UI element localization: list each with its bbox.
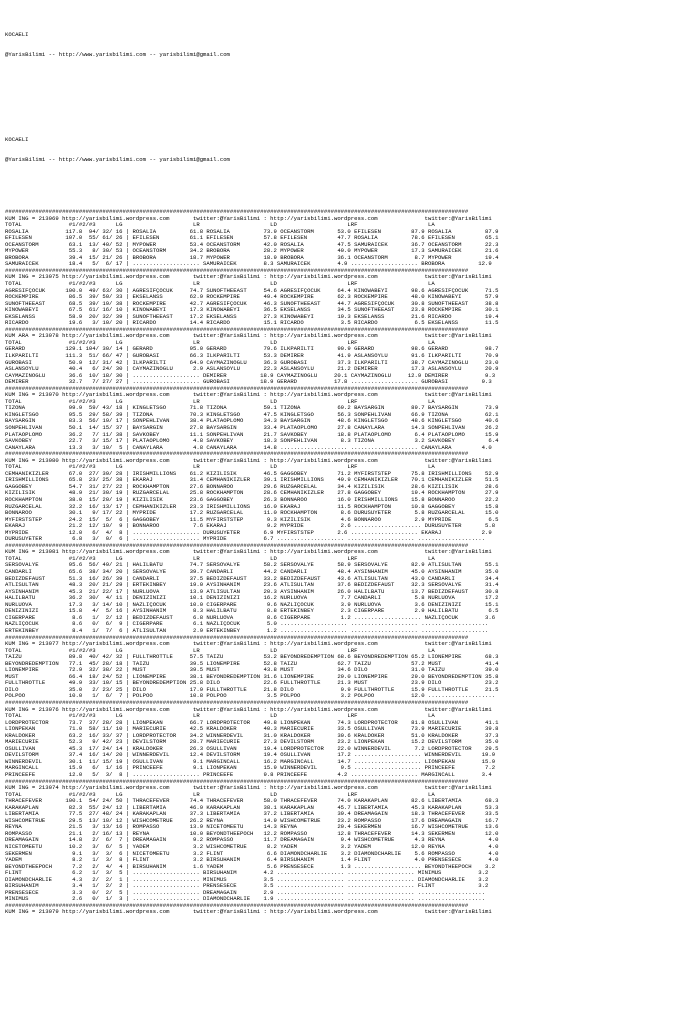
column-header: TOTAL #1/#2/#3 LG LR LD LRF LA bbox=[5, 222, 435, 229]
table-row: KINGLETSGO 95.5 29/ 58/ 39 | TIZONA 70.3 KINGLETSGO 47.5 KINGLETSGO 56.3 SONPEHLIVAN 66.9 TIZONA 62.1 bbox=[5, 411, 499, 418]
table-row: CAYMAZINOGLU 36.6 10/ 18/ 30 | .................... DEMIRER 18.9 CAYMAZINOGLU 20.1 CAYMAZINOGLU 12.9 DEMIRER 9.3 bbox=[5, 372, 496, 379]
table-row: MYPOWER 55.3 8/ 30/ 53 | OCEANSTORM 34.2 BROBORA 28.2 MYPOWER 40.0 MYPOWER 17.3 SAMURAICEK 21.6 bbox=[5, 248, 499, 255]
table-row: CANAYLARA 13.3 3/ 10/ 5 | CANAYLARA 4.8 CANAYLARA 14.8 .................... .................... CANAYLARA 4.0 bbox=[5, 444, 492, 451]
table-row: ROCKHAMPTON 38.0 15/ 20/ 19 | KIZILISIK 23.6 GAGGOBEY 26.3 BONNAROO 16.0 IRISHMILLIONS 15.8 BONNAROO 22.2 bbox=[5, 497, 499, 504]
table-row: CIGERPARE 8.6 1/ 2/ 12 | BEDIZDEFAUST 6.8 NURLUOVA 8.6 CIGERPARE 1.2 .................... NAZLIÇOCUK 3.6 bbox=[5, 614, 496, 621]
race-block bbox=[5, 635, 681, 700]
table-row: SEKERMEN 9.1 3/ 3/ 6 | NICETOMEETU 3.2 FLINT 6.6 DIAMONDCHARLIE 3.2 DIAMONDCHARLIE 5.6 ROMPASSO 4.0 bbox=[5, 850, 499, 857]
race-header: KUM ING = 213074 http://yarisbilimi.wordpress.com twitter:@YarisBilimi : http://yarisbilimi.wordpress.com twitter:@YarisBilimi bbox=[5, 785, 492, 792]
table-row: DENIZINIZI 15.8 4/ 5/ 16 | AYSINHANIM 8.3 HALILBATU 8.8 ERTEKINBEY 2.3 CIGERPARE 2.9 HALILBATU 6.5 bbox=[5, 608, 499, 615]
table-row: AGRESIFÇOCUK 100.0 49/ 63/ 30 | AGRESIFÇOCUK 74.7 SUNOFTHEEAST 54.6 AGRESIFÇOCUK 64.4 KINOWABEYI 98.6 AGRESIFÇOCUK 71.5 bbox=[5, 287, 499, 294]
race-report-document bbox=[5, 6, 681, 923]
table-row: PRENSESECE 3.3 0/ 2/ 5 | .................... DREAMAGAIN 2.9 .................... .................... .................... bbox=[5, 889, 486, 896]
table-row: OCEANSTORM 63.1 13/ 40/ 52 | MYPOWER 53.4 OCEANSTORM 42.0 ROSALIA 47.5 SAMURAICEK 36.7 OCEANSTORM 22.3 bbox=[5, 241, 499, 248]
race-header: KUM ING = 213077 http://yarisbilimi.wordpress.com twitter:@YarisBilimi : http://yarisbilimi.wordpress.com twitter:@YarisBilimi bbox=[5, 641, 492, 648]
column-header: TOTAL #1/#2/#3 LG LR LD LRF LA bbox=[5, 464, 435, 471]
race-header: KUM ING = 213080 http://yarisbilimi.wordpress.com twitter:@YarisBilimi : http://yarisbilimi.wordpress.com twitter:@YarisBilimi bbox=[5, 457, 492, 464]
table-row: GAGGOBEY 54.7 31/ 27/ 22 | ROCKHAMPTON 27.6 BONNAROO 29.6 RÜZGARCELAL 34.4 KIZILISIK 28.6 KIZILISIK 28.6 bbox=[5, 483, 499, 490]
race-header: KUM ING = 213075 http://yarisbilimi.wordpress.com twitter:@YarisBilimi : http://yarisbilimi.wordpress.com twitter:@YarisBilimi bbox=[5, 274, 492, 281]
table-row: MYPRIDE 12.0 6/ 4/ 8 | .................... DURUSUYETER 6.9 MYFIRSTSTEP 2.6 .................... EKARAJ 2.9 bbox=[5, 529, 492, 536]
table-row: ATLISULTAN 48.3 20/ 21/ 29 | ERTEKINBEY 19.0 AYSINHANIM 23.6 ATLISULTAN 37.6 BEDIZDEFAUST 32.3 SERSÖVALYE 31.4 bbox=[5, 582, 499, 589]
table-row: TIZONA 99.9 59/ 43/ 18 | KINGLETSGO 71.8 TIZONA 59.1 TIZONA 69.2 BAYSARGIN 89.7 BAYSARGIN 73.9 bbox=[5, 405, 499, 412]
separator-line: ########################################################################################################################################## bbox=[5, 699, 469, 706]
header-block-2 bbox=[5, 124, 681, 176]
table-row: NICETOMEETU 10.2 3/ 6/ 5 | YADEM 3.2 WISHCOMETRUE 8.2 YADEM 3.2 YADEM 12.0 REYNA 4.0 bbox=[5, 844, 499, 850]
race-header: KUM ING = 213069 http://yarisbilimi.wordpress.com twitter:@YarisBilimi : http://yarisbilimi.wordpress.com twitter:@YarisBilimi bbox=[5, 215, 492, 222]
race-header: KUM ING = 213079 http://yarisbilimi.wordpress.com twitter:@YarisBilimi : http://yarisbilimi.wordpress.com twitter:@YarisBilimi bbox=[5, 909, 492, 916]
table-row: THRACEFEVER 100.1 54/ 24/ 50 | THRACEFEVER 74.4 THRACEFEVER 58.0 THRACEFEVER 74.0 KARAKAPLAN 82.6 LIBERTAMIA 68.3 bbox=[5, 798, 499, 805]
contact-line: @YarisBilimi -- http://www.yarisbilimi.com -- yarisbilimi@gmail.com bbox=[5, 156, 230, 163]
race-header: KUM ING = 213076 http://yarisbilimi.wordpress.com twitter:@YarisBilimi : http://yarisbilimi.wordpress.com twitter:@YarisBilimi bbox=[5, 706, 492, 713]
table-row: ILKPARILTI 111.3 51/ 66/ 47 | GÜROBASI 66.3 ILKPARILTI 53.3 DEMIRER 41.9 ASLANSOYLU 91.6 ILKPARILTI 70.9 bbox=[5, 352, 499, 359]
table-row: EKARAJ 21.2 12/ 10/ 9 | BONNAROO 7.6 EKARAJ 9.2 MYPRIDE 2.6 .................... DURUSUYETER 5.8 bbox=[5, 523, 496, 530]
table-row: EFILESEN 107.0 55/ 61/ 26 | EFILESEN 61.1 EFILESEN 57.8 EFILESEN 47.7 ROSALIA 78.6 EFILESEN 65.1 bbox=[5, 235, 499, 242]
table-row: ROMPASSO 21.1 2/ 16/ 13 | REYNA 10.0 BEYONDTHEEPOCH 12.2 ROMPASSO 12.8 THRACEFEVER 14.3 SEKERMEN 12.0 bbox=[5, 830, 499, 837]
table-row: DREAMAGAIN 14.8 2/ 6/ 7 | DREAMAGAIN 9.2 ROMPASSO 11.7 DREAMAGAIN 9.4 WISHCOMETRUE 4.3 REYNA 4.0 bbox=[5, 837, 499, 844]
header-block-1 bbox=[5, 19, 681, 71]
race-block bbox=[5, 327, 681, 386]
race-block bbox=[5, 779, 681, 903]
column-header: TOTAL #1/#2/#3 LG LR LD LRF LA bbox=[5, 647, 435, 654]
table-row: ERTEKINBEY 8.4 1/ 7/ 6 | ATLISULTAN 2.9 ERTEKINBEY 1.2 .................... .................... .................... bbox=[5, 627, 489, 634]
table-row: BIRSUHANIM 3.4 1/ 2/ 2 | .................... PRENSESECE 3.5 .................... .................... FLINT 3.2 bbox=[5, 883, 489, 890]
table-row: KRALDÖKER 63.2 16/ 33/ 37 | LORDPROTECTOR 34.2 WINNERDEVIL 31.0 KRALDÖKER 30.6 KRALDÖKER 51.0 KRALDÖKER 37.3 bbox=[5, 732, 499, 739]
column-header: TOTAL #1/#2/#3 LG LR LD LRF LA bbox=[5, 555, 435, 562]
table-row: RICARDO 19.6 3/ 10/ 20 | RICARDO 14.4 RICARDO 15.1 RICARDO 3.5 RICARDO 6.5 EKSELANSS 11.5 bbox=[5, 320, 499, 327]
table-row: SAVKOBEY 22.7 3/ 15/ 17 | PLATAOPLOMO 4.8 SAVKOBEY 18.3 SONPEHLIVAN 8.3 TIZONA 3.2 SAVKOBEY 6.4 bbox=[5, 438, 499, 445]
table-row: REYNA 21.5 3/ 13/ 16 | ROMPASSO 13.9 NICETOMEETU 14.3 REYNA 20.4 SEKERMEN 16.7 WISHCOMETRUE 13.6 bbox=[5, 824, 499, 831]
table-row: FLINT 6.2 1/ 3/ 5 | .................... BIRSUHANIM 4.2 .................... .................... MINIMUS 3.2 bbox=[5, 870, 489, 877]
table-row: BAYSARGIN 83.3 56/ 19/ 17 | SONPEHLIVAN 38.4 PLATAOPLOMO 34.3 BAYSARGIN 48.6 KINGLETSGO 48.6 KINGLETSGO 40.6 bbox=[5, 418, 499, 425]
separator-line: ########################################################################################################################################## bbox=[5, 451, 469, 458]
race-block bbox=[5, 209, 681, 268]
race-block bbox=[5, 543, 681, 635]
table-row: NAZLIÇOCUK 8.6 0/ 6/ 9 | CIGERPARE 6.1 NAZLIÇOCUK 5.0 .................... .................... .................... bbox=[5, 621, 489, 628]
table-row: TAIZU 89.8 40/ 42/ 32 | FULLTHROTTLE 57.5 TAIZU 53.2 BEYONDREDEMPTION 68.6 BEYONDREDEMPTION 65.2 LIONEMPIRE 68.3 bbox=[5, 654, 499, 661]
table-row: DURUSUYETER 6.8 3/ 0/ 6 | .................... MYPRIDE 6.7 .................... .................... .................... bbox=[5, 536, 486, 543]
table-row: BEDIZDEFAUST 51.3 16/ 26/ 39 | CANDARLI 37.5 BEDIZDEFAUST 33.2 BEDIZDEFAUST 43.6 ATLISULTAN 43.0 CANDARLI 34.4 bbox=[5, 575, 499, 582]
table-row: MYFIRSTSTEP 24.2 15/ 5/ 6 | GAGGOBEY 11.5 MYFIRSTSTEP 9.3 KIZILISIK 4.6 BONNAROO 2.9 MYPRIDE 6.5 bbox=[5, 516, 499, 523]
column-header: TOTAL #1/#2/#3 LG LR LD LRF LA bbox=[5, 280, 435, 287]
column-header: TOTAL #1/#2/#3 LG LR LD LRF LA bbox=[5, 713, 435, 720]
table-row: CANDARLI 65.6 38/ 34/ 20 | SERSÖVALYE 39.7 CANDARLI 44.2 CANDARLI 48.4 AYSINHANIM 45.0 AYSINHANIM 35.0 bbox=[5, 569, 499, 576]
table-row: DEMIRER 32.7 7/ 27/ 27 | .................... GÜROBASI 18.9 GERARD 17.8 .................... GÜROBASI 9.3 bbox=[5, 379, 492, 386]
table-row: ROSALIA 117.8 94/ 32/ 16 | ROSALIA 61.8 ROSALIA 73.9 OCEANSTORM 53.0 EFILESEN 87.9 ROSALIA 87.9 bbox=[5, 228, 499, 235]
table-row: FULLTHROTTLE 49.9 33/ 10/ 15 | BEYONDREDEMPTION 25.8 DILO 22.6 FULLTHROTTLE 21.3 MUST 23.9 DILO 23.2 bbox=[5, 680, 499, 687]
table-row: BONNAROO 30.1 9/ 17/ 22 | MYPRIDE 17.2 RÜZGARCELAL 11.0 ROCKHAMPTON 8.6 DURUSUYETER 5.8 RÜZGARCELAL 15.0 bbox=[5, 510, 499, 517]
table-row: KIZILISIK 48.9 21/ 30/ 19 | RÜZGARCELAL 25.8 ROCKHAMPTON 28.6 CEMHANIKIZLER 27.8 GAGGOBEY 19.4 ROCKHAMPTON 27.9 bbox=[5, 490, 499, 497]
race-header: KUM ING = 213070 http://yarisbilimi.wordpress.com twitter:@YarisBilimi : http://yarisbilimi.wordpress.com twitter:@YarisBilimi bbox=[5, 392, 492, 399]
contact-line: @YarisBilimi -- http://www.yarisbilimi.com -- yarisbilimi@gmail.com bbox=[5, 51, 230, 58]
race-block bbox=[5, 700, 681, 779]
table-row: WISHCOMETRUE 29.5 13/ 10/ 12 | WISHCOMETRUE 26.2 REYNA 14.9 WISHCOMETRUE 23.2 ROMPASSO 17.6 DREAMAGAIN 16.7 bbox=[5, 817, 499, 824]
table-row: MARGINCALL 15.9 6/ 1/ 16 | PRINCEEFE 9.1 LIONPEKAN 15.9 WINNERDEVIL 9.5 .................... PRINCEEFE 7.2 bbox=[5, 765, 496, 772]
column-header: TOTAL #1/#2/#3 LG LR LD LRF LA bbox=[5, 398, 435, 405]
column-header: TOTAL #1/#2/#3 LG LR LD LRF LA bbox=[5, 791, 435, 798]
table-row: DIAMONDCHARLIE 4.3 2/ 2/ 1 | .................... MINIMUS 3.5 .................... .................... DIAMONDCHARLIE 3.2 bbox=[5, 876, 489, 883]
table-row: BEYONDTHEEPOCH 7.2 2/ 4/ 4 | BIRSUHANIM 1.6 YADEM 5.6 PRENSESECE 1.3 .................... BEYONDTHEEPOCH 3.2 bbox=[5, 863, 496, 870]
table-row: POLPOO 10.0 1/ 6/ 7 | POLPOO 10.8 POLPOO 3.5 POLPOO 3.2 POLPOO 12.0 .................... bbox=[5, 693, 496, 700]
table-row: LIONPEKAN 71.0 58/ 11/ 10 | MARIECURIE 42.5 KRALDÖKER 40.3 MARIECURIE 33.5 OSULLIVAN 73.9 MARIECURIE 39.8 bbox=[5, 726, 499, 733]
table-row: KARAKAPLAN 82.3 55/ 24/ 12 | LIBERTAMIA 46.9 KARAKAPLAN 38.1 KARAKAPLAN 45.7 LIBERTAMIA 45.3 KARAKAPLAN 53.3 bbox=[5, 804, 499, 811]
table-row: EKSELANSS 58.9 20/ 32/ 39 | SUNOFTHEEAST 17.2 EKSELANSS 27.3 KINOWABEYI 19.3 EKSELANSS 21.6 RICARDO 19.4 bbox=[5, 313, 499, 320]
table-row: MUST 66.4 18/ 24/ 52 | LIONEMPIRE 38.1 BEYONDREDEMPTION 31.6 LIONEMPIRE 29.0 LIONEMPIRE 29.0 BEYONDREDEMPTION 35.8 bbox=[5, 673, 499, 680]
table-row: SAMURAICEK 18.4 5/ 6/ 17 | .................... SAMURAICEK 8.3 SAMURAICEK 4.9 .................... BROBORA 12.9 bbox=[5, 261, 492, 268]
table-row: SERSÖVALYE 95.6 56/ 49/ 21 | HALILBATU 74.7 SERSÖVALYE 58.2 SERSÖVALYE 58.9 SERSÖVALYE 82.9 ATLISULTAN 55.1 bbox=[5, 562, 499, 569]
separator-line: ########################################################################################################################################## bbox=[5, 385, 469, 392]
separator-line: ########################################################################################################################################## bbox=[5, 267, 469, 274]
city-title: KOCAELI bbox=[5, 32, 29, 39]
table-row: RÜZGARCELAL 32.2 16/ 13/ 17 | CEMHANIKIZLER 23.3 IRISHMILLIONS 16.0 EKARAJ 11.5 ROCKHAMPTON 10.8 GAGGOBEY 15.8 bbox=[5, 503, 499, 510]
table-row: GÜROBASI 50.9 12/ 31/ 42 | ILKPARILTI 64.9 CAYMAZINOGLU 36.3 GÜROBASI 37.3 ILKPARILTI 38.7 CAYMAZINOGLU 23.0 bbox=[5, 359, 499, 366]
table-row: LORDPROTECTOR 73.7 37/ 28/ 28 | LIONPEKAN 66.7 LORDPROTECTOR 49.8 LIONPEKAN 74.3 LORDPROTECTOR 81.8 OSULLIVAN 41.1 bbox=[5, 719, 499, 726]
city-title: KOCAELI bbox=[5, 136, 29, 143]
table-row: NURLUOVA 17.3 3/ 14/ 10 | NAZLIÇOCUK 10.0 CIGERPARE 9.6 NAZLIÇOCUK 3.9 NURLUOVA 3.6 DENIZINIZI 15.1 bbox=[5, 601, 499, 608]
race-header: KUM ARA = 213078 http://yarisbilimi.wordpress.com twitter:@YarisBilimi : http://yarisbilimi.wordpress.com twitter:@YarisBilimi bbox=[5, 333, 492, 340]
separator-line: ########################################################################################################################################## bbox=[5, 778, 469, 785]
table-row: DEVILSTORM 37.4 16/ 14/ 20 | WINNERDEVIL 12.4 DEVILSTORM 19.4 OSULLIVAN 17.2 .................... WINNERDEVIL 19.9 bbox=[5, 752, 496, 759]
race-block bbox=[5, 386, 681, 451]
race-tables bbox=[5, 209, 681, 916]
separator-line: ########################################################################################################################################## bbox=[5, 208, 469, 215]
table-row: MINIMUS 2.6 0/ 1/ 3 | .................... DIAMONDCHARLIE 1.9 .................... .................... .................... bbox=[5, 896, 486, 903]
column-header: TOTAL #1/#2/#3 LG LR LD LRF LA bbox=[5, 339, 435, 346]
table-row: HALILBATU 36.2 30/ 4/ 11 | DENIZINIZI 10.1 DENIZINIZI 16.2 NURLUOVA 7.7 CANDARLI 5.8 NURLUOVA 17.2 bbox=[5, 595, 499, 602]
table-row: OSULLIVAN 45.3 17/ 24/ 14 | KRALDÖKER 26.3 OSULLIVAN 19.4 LORDPROTECTOR 22.0 WINNERDEVIL 7.2 LORDPROTECTOR 29.5 bbox=[5, 745, 499, 752]
table-row: IRISHMILLIONS 65.8 23/ 25/ 38 | EKARAJ 31.4 CEMHANIKIZLER 39.1 IRISHMILLIONS 49.9 CEMHANIKIZLER 70.1 CEMHANIKIZLER 51.5 bbox=[5, 477, 499, 484]
table-row: ASLANSOYLU 40.4 6/ 24/ 30 | CAYMAZINOGLU 2.9 ASLANSOYLU 22.3 ASLANSOYLU 21.2 DEMIRER 17.3 ASLANSOYLU 20.9 bbox=[5, 366, 499, 373]
table-row: BROBORA 39.4 15/ 21/ 26 | BROBORA 18.7 MYPOWER 18.9 BROBORA 36.1 OCEANSTORM 8.7 MYPOWER 19.4 bbox=[5, 254, 499, 261]
table-row: YADEM 8.2 1/ 3/ 8 | FLINT 3.2 BIRSUHANIM 6.4 BIRSUHANIM 1.4 FLINT 4.0 PRENSESECE 4.0 bbox=[5, 857, 499, 864]
table-row: SUNOFTHEEAST 68.5 39/ 19/ 38 | ROCKEMPIRE 42.7 AGRESIFÇOCUK 46.3 SUNOFTHEEAST 44.7 AGRESIFÇOCUK 30.8 SUNOFTHEEAST 38.8 bbox=[5, 300, 499, 307]
separator-line: ########################################################################################################################################## bbox=[5, 542, 469, 549]
race-block bbox=[5, 268, 681, 327]
table-row: CEMHANIKIZLER 67.0 27/ 39/ 28 | IRISHMILLIONS 61.2 KIZILISIK 46.5 GAGGOBEY 71.2 MYFIRSTSTEP 75.8 IRISHMILLIONS 52.9 bbox=[5, 470, 499, 477]
table-row: SONPEHLIVAN 50.1 14/ 15/ 37 | BAYSARGIN 27.8 BAYSARGIN 33.4 PLATAOPLOMO 27.8 CANAYLARA 14.3 SONPEHLIVAN 26.2 bbox=[5, 425, 499, 431]
table-row: GERARD 129.1 104/ 30/ 14 | GERARD 95.0 GERARD 79.6 ILKPARILTI 90.9 GERARD 98.6 GERARD 98.7 bbox=[5, 346, 499, 353]
table-row: BEYONDREDEMPTION 77.1 45/ 28/ 18 | TAIZU 39.5 LIONEMPIRE 52.8 TAIZU 62.7 TAIZU 57.2 MUST 41.4 bbox=[5, 660, 499, 667]
table-row: DILO 35.0 2/ 23/ 25 | DILO 17.9 FULLTHROTTLE 21.8 DILO 9.9 FULLTHROTTLE 15.9 FULLTHROTTLE 21.5 bbox=[5, 686, 499, 693]
table-row: LIONEMPIRE 72.9 32/ 38/ 22 | MUST 39.5 MUST 43.8 MUST 34.6 DILO 31.0 TAIZU 39.0 bbox=[5, 667, 499, 674]
table-row: PRINCEEFE 12.0 5/ 3/ 8 | .................... PRINCEEFE 9.8 PRINCEEFE 4.2 .................... MARGINCALL 3.4 bbox=[5, 771, 492, 778]
table-row: ROCKEMPIRE 86.5 39/ 50/ 33 | EKSELANSS 62.9 ROCKEMPIRE 49.4 ROCKEMPIRE 62.3 ROCKEMPIRE 48.0 KINOWABEYI 57.9 bbox=[5, 294, 499, 301]
table-row: PLATAOPLOMO 36.2 7/ 11/ 38 | SAVKOBEY 11.1 SONPEHLIVAN 21.7 SAVKOBEY 18.8 PLATAOPLOMO 6.4 PLATAOPLOMO 15.9 bbox=[5, 431, 499, 438]
table-row: AYSINHANIM 45.3 21/ 22/ 17 | NURLUOVA 13.9 ATLISULTAN 20.3 AYSINHANIM 26.0 HALILBATU 13.7 BEDIZDEFAUST 30.8 bbox=[5, 588, 499, 595]
race-header: KUM ING = 213081 http://yarisbilimi.wordpress.com twitter:@YarisBilimi : http://yarisbilimi.wordpress.com twitter:@YarisBilimi bbox=[5, 549, 492, 556]
table-row: LIBERTAMIA 77.5 27/ 48/ 24 | KARAKAPLAN 37.3 LIBERTAMIA 37.2 LIBERTAMIA 39.4 DREAMAGAIN 18.3 THRACEFEVER 33.5 bbox=[5, 811, 499, 818]
table-row: WINNERDEVIL 30.1 11/ 15/ 19 | OSULLIVAN 9.1 MARGINCALL 16.2 MARGINCALL 14.7 .................... LIONPEKAN 15.9 bbox=[5, 758, 496, 765]
race-block bbox=[5, 903, 681, 916]
race-block bbox=[5, 451, 681, 543]
separator-line: ########################################################################################################################################## bbox=[5, 326, 469, 333]
separator-line: ########################################################################################################################################## bbox=[5, 902, 469, 909]
table-row: KINOWABEYI 67.5 61/ 16/ 10 | KINOWABEYI 17.3 KINOWABEYI 36.5 EKSELANSS 34.5 SUNOFTHEEAST 23.8 ROCKEMPIRE 30.1 bbox=[5, 307, 499, 314]
separator-line: ########################################################################################################################################## bbox=[5, 634, 469, 641]
table-row: MARIECURIE 52.3 9/ 42/ 23 | DEVILSTORM 28.7 MARIECURIE 27.3 DEVILSTORM 23.2 LIONPEKAN 15.2 DEVILSTORM 35.0 bbox=[5, 739, 499, 746]
